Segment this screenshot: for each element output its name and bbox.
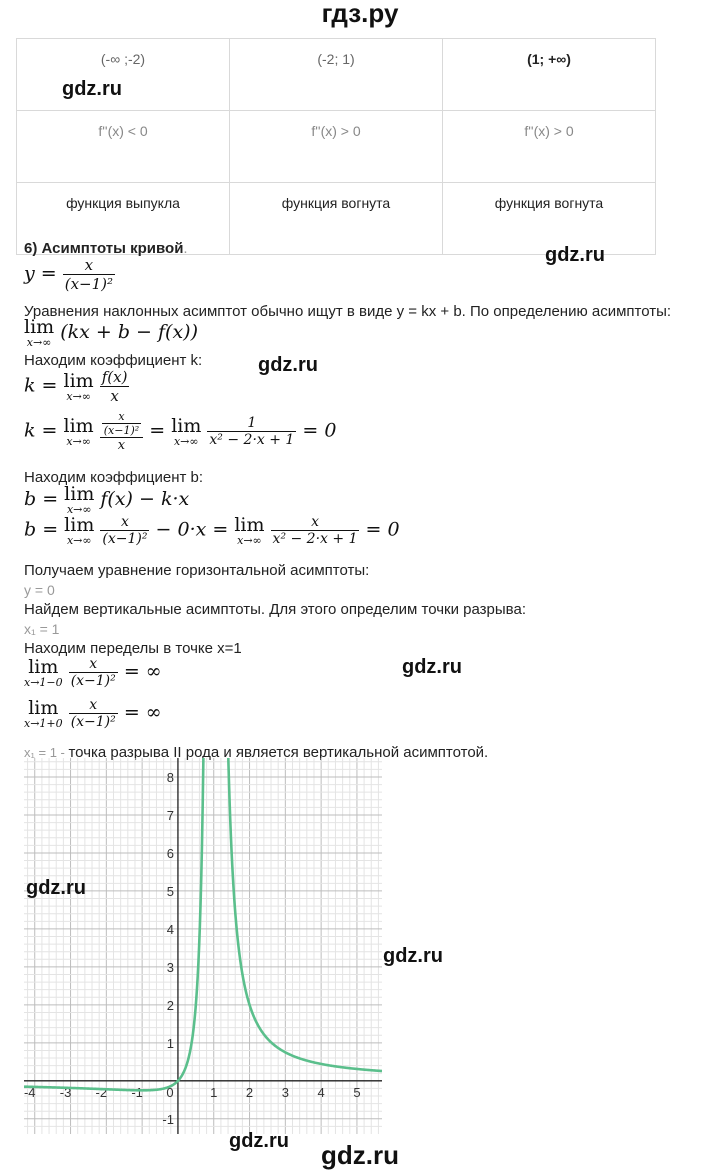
limit (234, 513, 265, 547)
y-tick-label: 8 (166, 769, 174, 785)
table-cell: f''(x) < 0 (17, 111, 230, 183)
lim-word: lim (28, 655, 59, 678)
y-tick-label: 3 (166, 959, 174, 975)
formula-text: b = (24, 518, 59, 541)
formula-text: b = (24, 488, 59, 510)
limit (63, 369, 94, 403)
fraction-num: x (69, 656, 118, 673)
lim-word: lim (64, 513, 95, 536)
table-cell: функция выпукла (17, 183, 230, 255)
lim-word: lim (64, 483, 95, 505)
fraction-num: x (69, 697, 118, 714)
oblique-text: Уравнения наклонных асимптот обычно ищут в виде y = kx + b. По определению асимптоты: (24, 303, 672, 320)
lim-sub: x→∞ (26, 336, 52, 349)
fraction-den: x (117, 438, 126, 453)
lim-word: lim (63, 414, 94, 437)
fraction-num: x (100, 514, 149, 531)
fraction-den: (x−1)² (70, 714, 116, 730)
section-heading (24, 240, 188, 257)
site-title: гдз.ру (321, 0, 399, 28)
fraction-num: x (102, 410, 141, 424)
table-row (17, 111, 656, 183)
conclusion-prefix: x₁ = 1 - (24, 745, 69, 760)
x-tick-label: -4 (24, 1084, 36, 1100)
lim-sub: x→∞ (66, 533, 92, 547)
k-formula-2 (24, 410, 336, 453)
y-tick-label: 4 (166, 921, 174, 937)
x-tick-label: 3 (281, 1084, 289, 1100)
table-cell: f''(x) > 0 (443, 111, 656, 183)
footer-watermark: gdz.ru (321, 1140, 399, 1170)
limits-text: Находим переделы в точке x=1 (24, 640, 242, 657)
fraction (100, 514, 149, 547)
fraction-den: (x−1)² (70, 673, 116, 689)
lim-sub: x→∞ (173, 434, 199, 448)
lim-word: lim (63, 369, 94, 392)
fraction (63, 256, 115, 293)
y-tick-label: 2 (166, 997, 174, 1013)
y-tick-label: 1 (166, 1035, 174, 1051)
conclusion-text: точка разрыва II рода и является вертикальной асимптотой. (68, 744, 489, 761)
x1-eq: x₁ = 1 (24, 621, 60, 637)
fraction (207, 415, 296, 448)
fraction-num: f(x) (101, 368, 128, 386)
y-tick-label: 5 (166, 883, 174, 899)
formula-text: = 0 (365, 518, 400, 541)
lim-sub: x→1−0 (24, 675, 63, 689)
fraction-den: (x−1)² (64, 275, 114, 293)
heading-text: 6) Асимптоты кривой (24, 240, 184, 257)
lim-word: lim (28, 696, 59, 719)
x-tick-label: 0 (166, 1084, 174, 1100)
formula-text: y = (24, 262, 57, 285)
fraction-den: (x−1)² (102, 531, 148, 547)
table-cell: (-2; 1) (230, 39, 443, 111)
fraction-den: (x−1)² (103, 424, 140, 437)
formula-text: = 0 (302, 419, 337, 442)
k-formula-1 (24, 368, 129, 405)
function-graph (24, 758, 382, 1134)
fraction-num: 1 (207, 415, 296, 432)
table-cell: функция вогнута (443, 183, 656, 255)
heading-dot: . (183, 240, 188, 257)
limit (64, 485, 94, 515)
lim-word: lim (24, 316, 55, 338)
lim-sub: x→∞ (66, 503, 92, 516)
limit (24, 318, 54, 348)
formula-text: k = (24, 374, 58, 397)
lim-sub: x→∞ (66, 389, 91, 403)
y-tick-label: -1 (162, 1111, 174, 1127)
watermark: gdz.ru (229, 1130, 289, 1152)
fraction-num (100, 410, 143, 438)
fraction-den: x (110, 387, 119, 405)
vertical-text: Найдем вертикальные асимптоты. Для этого определим точки разрыва: (24, 601, 526, 618)
curve-branch-2 (218, 758, 382, 1071)
fraction (100, 410, 143, 453)
watermark: gdz.ru (26, 877, 86, 899)
watermark: gdz.ru (383, 945, 443, 967)
horizontal-text: Получаем уравнение горизонтальной асимптоты: (24, 562, 370, 579)
x-tick-label: 5 (353, 1084, 361, 1100)
fraction (271, 514, 360, 547)
find-k-text: Находим коэффициент k: (24, 352, 203, 369)
y-tick-label: 7 (166, 807, 174, 823)
table-cell: (-∞ ;-2) (17, 39, 230, 111)
formula-text: k = (24, 419, 58, 442)
watermark: gdz.ru (402, 656, 462, 678)
lim-sub: x→∞ (237, 533, 262, 547)
right-limit (24, 697, 162, 730)
table-cell: (1; +∞) (443, 39, 656, 111)
watermark: gdz.ru (258, 354, 318, 376)
lim-word: lim (171, 414, 202, 437)
x-tick-label: -1 (131, 1084, 143, 1100)
fraction (69, 697, 118, 730)
formula-text: − 0·x = (155, 518, 229, 541)
table-cell: f''(x) > 0 (230, 111, 443, 183)
lim-sub: x→1+0 (24, 716, 63, 730)
fraction (69, 656, 118, 689)
lim-sub: x→∞ (66, 434, 91, 448)
formula-text: = ∞ (123, 701, 162, 724)
limit (24, 696, 63, 730)
table-cell: функция вогнута (230, 183, 443, 255)
fraction-num: x (271, 514, 360, 531)
lim-word: lim (234, 513, 265, 536)
watermark: gdz.ru (62, 78, 122, 100)
fraction-num: x (63, 256, 115, 275)
formula-text: (kx + b − f(x)) (60, 321, 199, 343)
formula-text: = ∞ (123, 660, 162, 683)
fraction (100, 368, 130, 405)
fraction-den: x² − 2·x + 1 (209, 432, 295, 448)
find-b-text: Находим коэффициент b: (24, 469, 204, 486)
formula-text: = (149, 419, 166, 442)
x-tick-label: -2 (95, 1084, 108, 1100)
b-formula-2 (24, 514, 400, 547)
limit (24, 655, 63, 689)
b-formula-1 (24, 485, 189, 515)
fraction-den: x² − 2·x + 1 (272, 531, 358, 547)
limit (171, 414, 202, 448)
x-tick-label: 4 (317, 1084, 325, 1100)
y-tick-label: 6 (166, 845, 174, 861)
horizontal-eq: y = 0 (24, 582, 55, 598)
formula-text: f(x) − k·x (100, 488, 190, 510)
x-tick-label: 2 (245, 1084, 254, 1100)
limit (64, 513, 95, 547)
watermark: gdz.ru (545, 244, 605, 266)
convexity-table (16, 38, 656, 255)
x-tick-label: 1 (210, 1084, 218, 1100)
function-formula (24, 256, 115, 293)
x-tick-label: -3 (59, 1084, 72, 1100)
asymptote-definition (24, 318, 198, 348)
fraction (102, 410, 141, 437)
limit (63, 414, 94, 448)
left-limit (24, 656, 162, 689)
